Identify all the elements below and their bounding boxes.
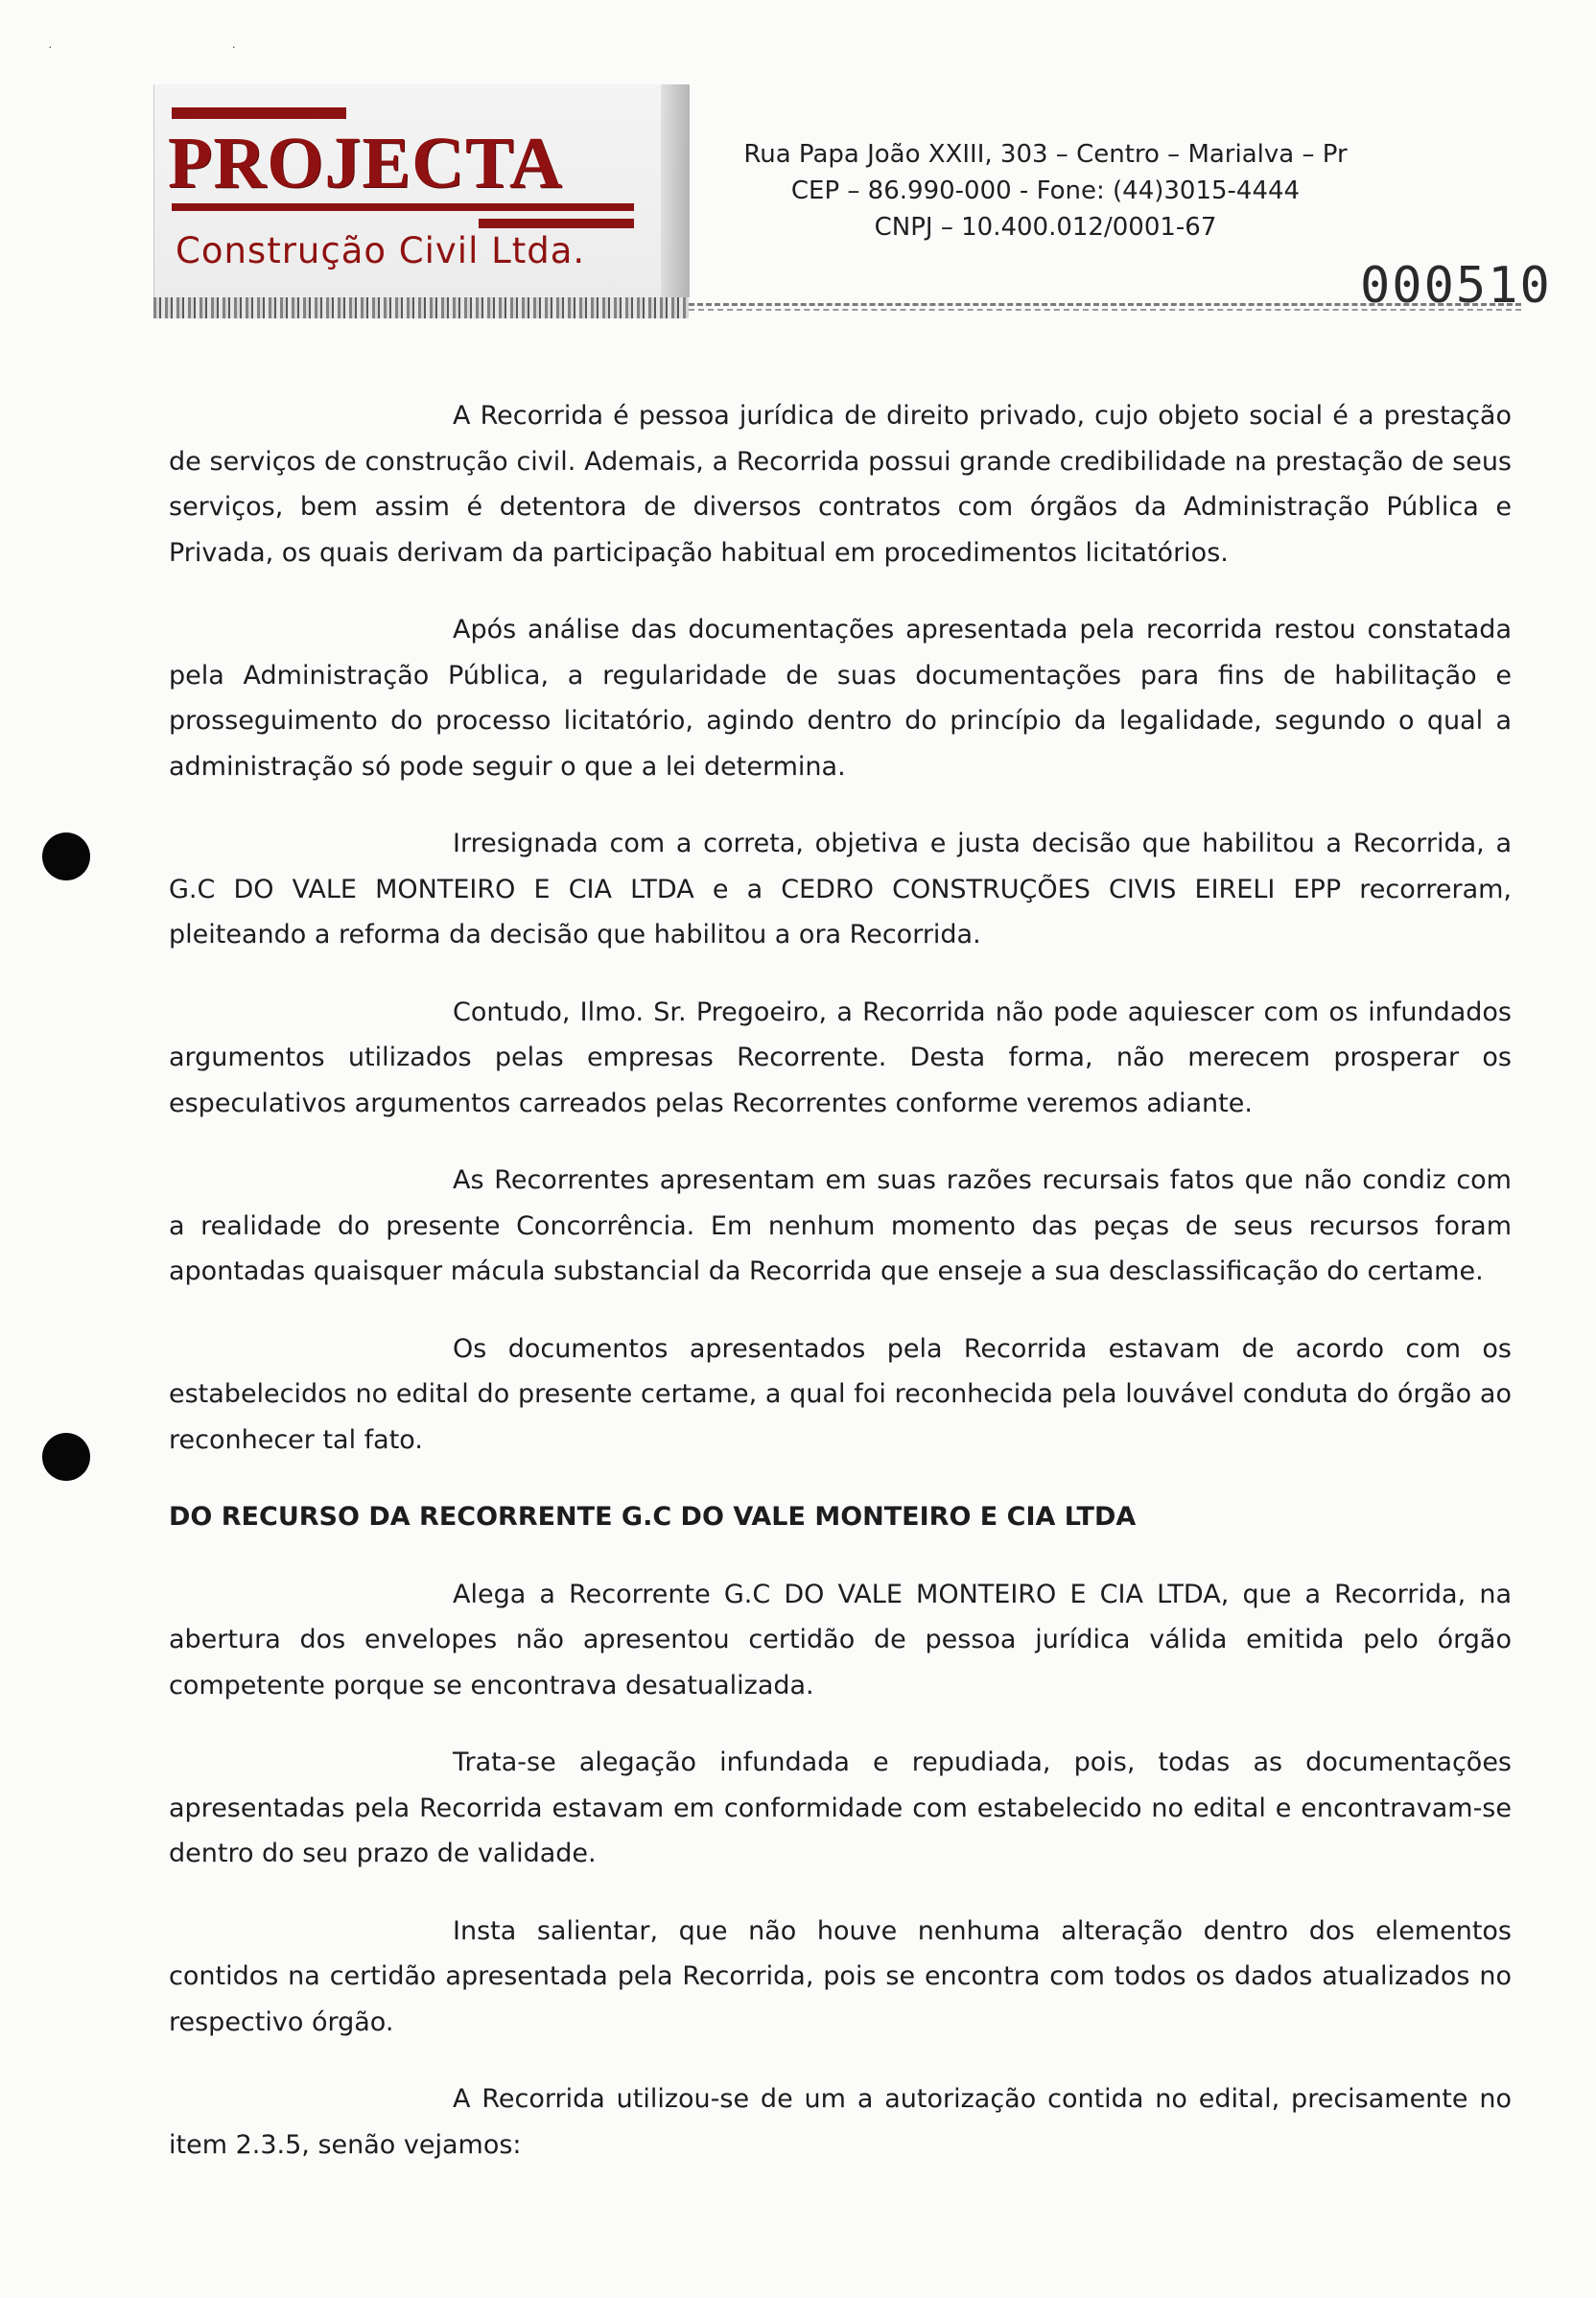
page-number-stamp: 000510 xyxy=(1360,257,1552,315)
paragraph-1: A Recorrida é pessoa jurídica de direito privado, cujo objeto social é a prestação de serviços de construção civil. Ademais, a Recorrida possui grande credibilidade na prestação de seus serviços, bem assim é detentora de diversos contratos com órgãos da Administração Pública e Privada, os quais derivam da participação habitual em procedimentos licitatórios. xyxy=(169,401,1512,568)
section-paragraph-4: A Recorrida utilizou-se de um a autorização contida no edital, precisamente no item 2.3.5, senão vejamos: xyxy=(169,2084,1512,2160)
logo-edge-shadow xyxy=(661,84,690,297)
paragraph-4: Contudo, Ilmo. Sr. Pregoeiro, a Recorrida não pode aquiescer com os infundados argumentos utilizados pelas empresas Recorrente. Desta forma, não merecem prosperar os especulativos argumentos carreados pelas Recorrentes conforme veremos adiante. xyxy=(169,997,1512,1118)
scan-specks: · · xyxy=(48,38,237,54)
logo-company-name: PROJECTA xyxy=(168,123,563,203)
section-paragraph-1: Alega a Recorrente G.C DO VALE MONTEIRO E CIA LTDA, que a Recorrida, na abertura dos envelopes não apresentou certidão de pessoa jurídica válida emitida pelo órgão competente porque se encontrava desatualizada. xyxy=(169,1579,1512,1700)
document-body xyxy=(169,393,1512,2199)
punch-hole-bottom xyxy=(42,1433,90,1481)
address-cnpj: CNPJ – 10.400.012/0001-67 xyxy=(874,213,1217,242)
logo-bar-top xyxy=(172,107,346,119)
punch-hole-top xyxy=(42,832,90,880)
company-logo xyxy=(153,84,690,297)
company-address xyxy=(710,136,1381,246)
logo-bar-bottom xyxy=(479,219,634,228)
section-paragraph-2: Trata-se alegação infundada e repudiada, pois, todas as documentações apresentadas pela Recorrida estavam em conformidade com estabelecido no edital e encontravam-se dentro do seu prazo de validade. xyxy=(169,1747,1512,1868)
logo-bar-middle xyxy=(172,203,634,211)
address-postal-phone: CEP – 86.990-000 - Fone: (44)3015-4444 xyxy=(790,176,1301,205)
paragraph-2: Após análise das documentações apresentada pela recorrida restou constatada pela Administração Pública, a regularidade de suas documentações para fins de habilitação e prosseguimento do processo licitatório, agindo dentro do princípio da legalidade, segundo o qual a administração só pode seguir o que a lei determina. xyxy=(169,615,1512,782)
paragraph-3: Irresignada com a correta, objetiva e justa decisão que habilitou a Recorrida, a G.C DO VALE MONTEIRO E CIA LTDA e a CEDRO CONSTRUÇÕES CIVIS EIRELI EPP recorreram, pleiteando a reforma da decisão que habilitou a ora Recorrida. xyxy=(169,829,1512,950)
logo-barcode-stripes xyxy=(153,297,689,318)
section-heading: DO RECURSO DA RECORRENTE G.C DO VALE MONTEIRO E CIA LTDA xyxy=(169,1502,1137,1532)
address-street: Rua Papa João XXIII, 303 – Centro – Marialva – Pr xyxy=(743,140,1348,169)
paragraph-6: Os documentos apresentados pela Recorrida estavam de acordo com os estabelecidos no edital do presente certame, a qual foi reconhecida pela louvável conduta do órgão ao reconhecer tal fato. xyxy=(169,1333,1512,1455)
logo-company-subtitle: Construção Civil Ltda. xyxy=(176,230,586,271)
paragraph-5: As Recorrentes apresentam em suas razões recursais fatos que não condiz com a realidade do presente Concorrência. Em nenhum momento das peças de seus recursos foram apontadas quaisquer mácula substancial da Recorrida que enseje a sua desclassificação do certame. xyxy=(169,1165,1512,1286)
section-paragraph-3: Insta salientar, que não houve nenhuma alteração dentro dos elementos contidos na certidão apresentada pela Recorrida, pois se encontra com todos os dados atualizados no respectivo órgão. xyxy=(169,1915,1512,2037)
